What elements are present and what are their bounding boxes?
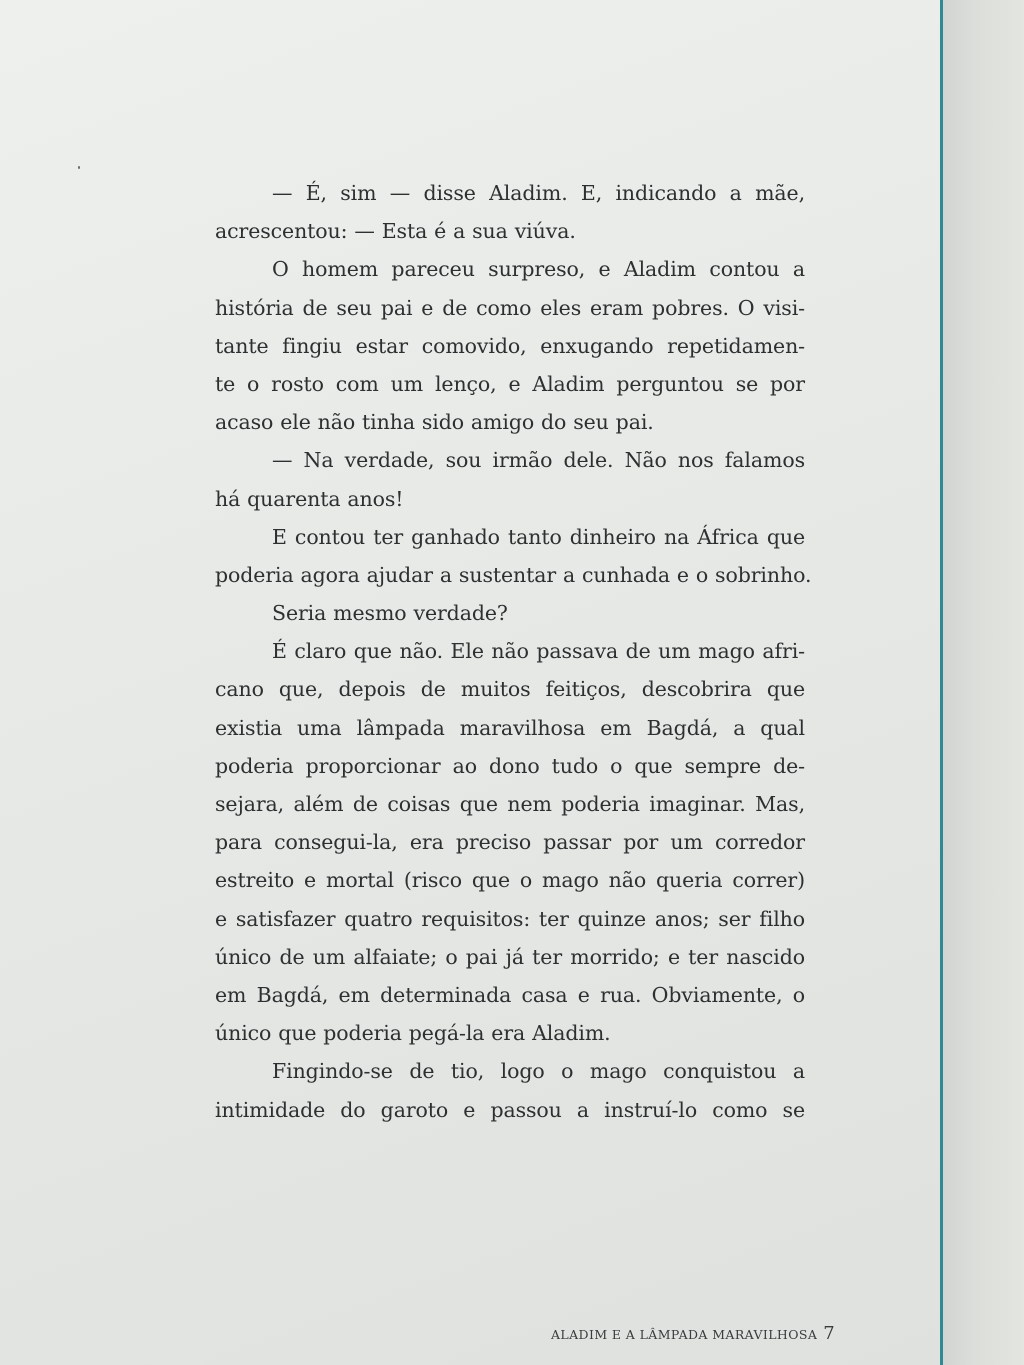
text-line: poderia agora ajudar a sustentar a cunhada e o sobrinho. (215, 562, 812, 587)
text-line: único que poderia pegá-la era Aladim. (215, 1021, 611, 1046)
text-line: Fingindo-se de tio, logo o mago conquistou a (272, 1059, 805, 1084)
text-line: para consegui-la, era preciso passar por um corredor (215, 830, 805, 855)
adjacent-page-edge (943, 0, 1024, 1365)
text-line: O homem pareceu surpreso, e Aladim contou a (272, 257, 805, 282)
text-line: poderia proporcionar ao dono tudo o que sempre de- (215, 753, 805, 778)
text-line: há quarenta anos! (215, 486, 404, 511)
text-line: sejara, além de coisas que nem poderia imaginar. Mas, (215, 792, 805, 816)
running-head: ALADIM E A LÂMPADA MARAVILHOSA (551, 1327, 818, 1342)
page-number: 7 (823, 1323, 835, 1344)
text-line: e satisfazer quatro requisitos: ter quinze anos; ser filho (215, 906, 805, 931)
text-line: intimidade do garoto e passou a instruí-lo como se (215, 1097, 805, 1122)
text-line: te o rosto com um lenço, e Aladim perguntou se por (215, 371, 805, 396)
text-line: acrescentou: — Esta é a sua viúva. (215, 219, 576, 244)
text-line: Seria mesmo verdade? (272, 601, 508, 626)
text-line: E contou ter ganhado tanto dinheiro na África que (272, 524, 805, 549)
text-line: acaso ele não tinha sido amigo do seu pai. (215, 410, 654, 435)
text-line: único de um alfaiate; o pai já ter morrido; e ter nascido (215, 944, 805, 969)
text-line: — Na verdade, sou irmão dele. Não nos falamos (272, 448, 805, 473)
text-line: história de seu pai e de como eles eram pobres. O visi- (215, 295, 805, 320)
text-line: estreito e mortal (risco que o mago não queria correr) (215, 868, 805, 893)
text-line: em Bagdá, em determinada casa e rua. Obviamente, o (215, 982, 805, 1007)
text-line: cano que, depois de muitos feitiços, descobrira que (215, 677, 805, 702)
text-line: tante fingiu estar comovido, enxugando repetidamen- (215, 333, 805, 358)
text-line: É claro que não. Ele não passava de um mago afri- (272, 639, 805, 664)
text-line: existia uma lâmpada maravilhosa em Bagdá, a qual (215, 715, 805, 740)
body-text (215, 174, 812, 1129)
paper-speck (78, 166, 80, 169)
page-footer (551, 1323, 835, 1347)
text-line: — É, sim — disse Aladim. E, indicando a mãe, (272, 181, 805, 205)
